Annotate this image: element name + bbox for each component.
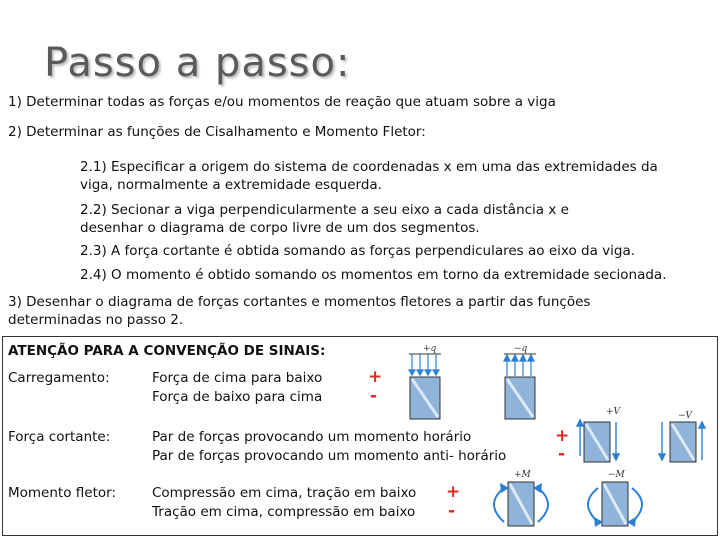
row-moment-label: Momento fletor:	[8, 485, 116, 501]
row-shear-line2: Par de forças provocando um momento anti- horário	[152, 448, 507, 464]
negative-shear-diagram	[650, 404, 710, 470]
row-moment-minus: -	[448, 501, 456, 521]
step-3-line1: 3) Desenhar o diagrama de forças cortantes e momentos fletores a partir das funções	[8, 294, 591, 310]
step-2-2-line2: desenhar o diagrama de corpo livre de um dos segmentos.	[80, 220, 480, 236]
step-3-line2: determinadas no passo 2.	[8, 312, 184, 328]
row-shear-label: Força cortante:	[8, 429, 111, 445]
sign-convention-heading: ATENÇÃO PARA A CONVENÇÃO DE SINAIS:	[8, 343, 326, 359]
negative-moment-label: −M	[608, 470, 625, 480]
step-2-1-line2: viga, normalmente a extremidade esquerda.	[80, 177, 382, 193]
positive-load-label: +q	[423, 344, 437, 354]
row-shear-line1: Par de forças provocando um momento horário	[152, 429, 472, 445]
step-2: 2) Determinar as funções de Cisalhamento e Momento Fletor:	[8, 124, 426, 140]
row-shear-minus: -	[558, 444, 566, 464]
negative-moment-diagram	[572, 466, 658, 534]
row-load-minus: -	[370, 386, 378, 406]
positive-load-diagram	[405, 340, 445, 422]
step-1: 1) Determinar todas as forças e/ou momentos de reação que atuam sobre a viga	[8, 94, 556, 110]
step-2-1-line1: 2.1) Especificar a origem do sistema de coordenadas x em uma das extremidades da	[80, 159, 658, 175]
row-load-line1: Força de cima para baixo	[152, 370, 323, 386]
step-2-2-line1: 2.2) Secionar a viga perpendicularmente a seu eixo a cada distância x e	[80, 202, 569, 218]
positive-moment-diagram	[478, 466, 564, 534]
row-load-plus: +	[368, 367, 383, 387]
step-2-4: 2.4) O momento é obtido somando os momentos em torno da extremidade secionada.	[80, 267, 667, 283]
negative-load-label: −q	[514, 344, 528, 354]
row-moment-line1: Compressão em cima, tração em baixo	[152, 485, 417, 501]
page-title: Passo a passo:	[44, 40, 351, 86]
positive-shear-diagram	[576, 404, 636, 470]
positive-shear-label: +V	[606, 407, 621, 417]
row-moment-line2: Tração em cima, compressão em baixo	[152, 504, 416, 520]
positive-moment-label: +M	[514, 470, 531, 480]
row-load-line2: Força de baixo para cima	[152, 389, 323, 405]
row-moment-plus: +	[446, 482, 461, 502]
row-shear-plus: +	[555, 426, 570, 446]
negative-shear-label: −V	[678, 411, 693, 421]
negative-load-diagram	[500, 340, 540, 422]
step-2-3: 2.3) A força cortante é obtida somando as forças perpendiculares ao eixo da viga.	[80, 243, 636, 259]
row-load-label: Carregamento:	[8, 370, 110, 386]
